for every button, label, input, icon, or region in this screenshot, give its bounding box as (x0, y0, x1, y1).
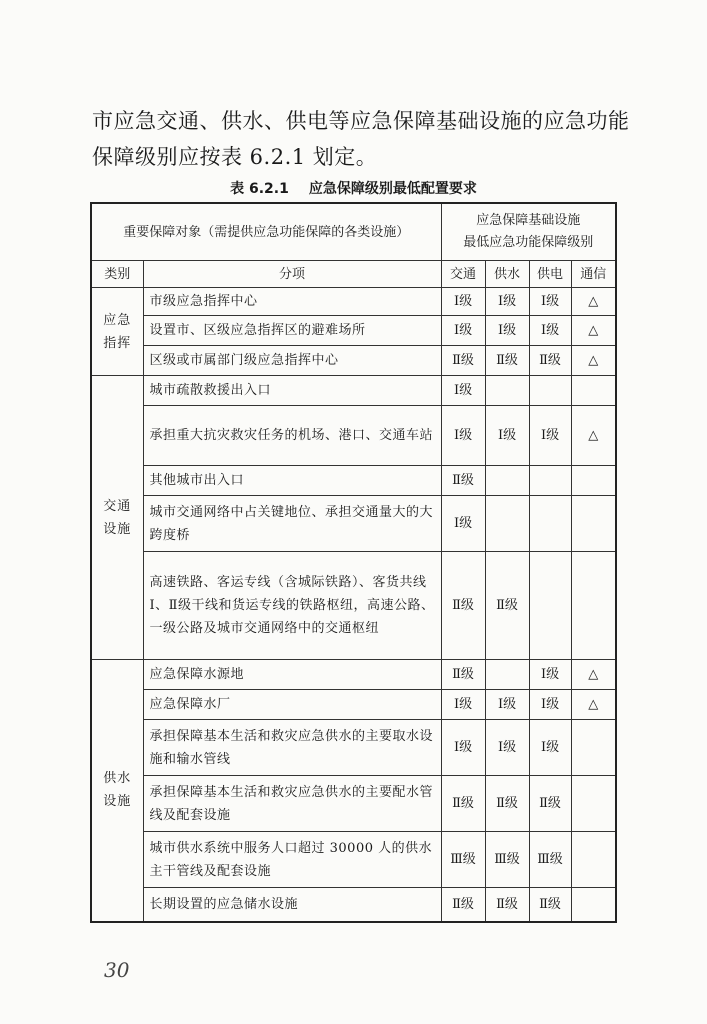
table-caption (0, 178, 707, 198)
power-level-cell (529, 376, 571, 406)
water-level-cell (485, 376, 529, 406)
item-cell: 市级应急指挥中心 (143, 288, 441, 316)
table-row (91, 832, 616, 888)
telecom-level-cell (571, 776, 616, 832)
item-cell: 高速铁路、客运专线（含城际铁路）、客货共线Ⅰ、Ⅱ级干线和货运专线的铁路枢纽，高速公路、一级公路及城市交通网络中的交通枢纽 (143, 552, 441, 660)
item-cell: 承担重大抗灾救灾任务的机场、港口、交通车站 (143, 406, 441, 466)
table-row (91, 496, 616, 552)
water-level-cell: Ⅱ级 (485, 776, 529, 832)
table-row (91, 316, 616, 346)
power-level-cell: Ⅰ级 (529, 720, 571, 776)
water-level-cell (485, 466, 529, 496)
power-level-cell: Ⅰ级 (529, 660, 571, 690)
water-level-cell: Ⅰ级 (485, 690, 529, 720)
power-level-cell (529, 552, 571, 660)
col-header-traffic: 交通 (441, 261, 485, 288)
traffic-level-cell: Ⅱ级 (441, 888, 485, 922)
item-cell: 承担保障基本生活和救灾应急供水的主要配水管线及配套设施 (143, 776, 441, 832)
water-level-cell: Ⅱ级 (485, 346, 529, 376)
table-row (91, 690, 616, 720)
water-level-cell: Ⅲ级 (485, 832, 529, 888)
traffic-level-cell: Ⅱ级 (441, 552, 485, 660)
telecom-level-cell (571, 888, 616, 922)
telecom-level-cell: △ (571, 346, 616, 376)
col-header-power: 供电 (529, 261, 571, 288)
table-row (91, 660, 616, 690)
col-header-telecom: 通信 (571, 261, 616, 288)
table-row (91, 406, 616, 466)
power-level-cell: Ⅱ级 (529, 346, 571, 376)
table-row (91, 552, 616, 660)
item-cell: 其他城市出入口 (143, 466, 441, 496)
power-level-cell: Ⅱ级 (529, 888, 571, 922)
power-level-cell: Ⅰ级 (529, 288, 571, 316)
water-level-cell: Ⅰ级 (485, 406, 529, 466)
item-cell: 应急保障水厂 (143, 690, 441, 720)
traffic-level-cell: Ⅰ级 (441, 496, 485, 552)
water-level-cell: Ⅰ级 (485, 316, 529, 346)
telecom-level-cell (571, 552, 616, 660)
traffic-level-cell: Ⅰ级 (441, 720, 485, 776)
col-header-water: 供水 (485, 261, 529, 288)
traffic-level-cell: Ⅱ级 (441, 466, 485, 496)
table-row (91, 288, 616, 316)
water-level-cell: Ⅰ级 (485, 288, 529, 316)
col-header-item: 分项 (143, 261, 441, 288)
power-level-cell: Ⅲ级 (529, 832, 571, 888)
intro-paragraph: 市应急交通、供水、供电等应急保障基础设施的应急功能保障级别应按表 6.2.1 划定。 (92, 109, 630, 169)
traffic-level-cell: Ⅱ级 (441, 660, 485, 690)
item-cell: 城市供水系统中服务人口超过 30000 人的供水主干管线及配套设施 (143, 832, 441, 888)
power-level-cell: Ⅱ级 (529, 776, 571, 832)
item-cell: 长期设置的应急储水设施 (143, 888, 441, 922)
telecom-level-cell (571, 496, 616, 552)
telecom-level-cell: △ (571, 288, 616, 316)
table-row (91, 346, 616, 376)
power-level-cell: Ⅰ级 (529, 690, 571, 720)
traffic-level-cell: Ⅰ级 (441, 690, 485, 720)
requirements-table (90, 202, 617, 923)
table-header-row-columns (91, 261, 616, 288)
header-protected-objects: 重要保障对象（需提供应急功能保障的各类设施） (91, 203, 441, 261)
table-row (91, 720, 616, 776)
power-level-cell (529, 466, 571, 496)
traffic-level-cell: Ⅰ级 (441, 288, 485, 316)
item-cell: 应急保障水源地 (143, 660, 441, 690)
item-cell: 承担保障基本生活和救灾应急供水的主要取水设施和输水管线 (143, 720, 441, 776)
page-number: 30 (104, 958, 130, 982)
telecom-level-cell (571, 720, 616, 776)
category-cell: 应急 指挥 (91, 288, 143, 376)
table-row (91, 466, 616, 496)
traffic-level-cell: Ⅰ级 (441, 406, 485, 466)
item-cell: 城市交通网络中占关键地位、承担交通量大的大跨度桥 (143, 496, 441, 552)
water-level-cell: Ⅱ级 (485, 552, 529, 660)
table-header-row-top (91, 203, 616, 261)
telecom-level-cell: △ (571, 406, 616, 466)
power-level-cell: Ⅰ级 (529, 406, 571, 466)
table-number: 表 6.2.1 (230, 181, 289, 197)
water-level-cell: Ⅱ级 (485, 888, 529, 922)
traffic-level-cell: Ⅱ级 (441, 776, 485, 832)
telecom-level-cell: △ (571, 316, 616, 346)
telecom-level-cell: △ (571, 660, 616, 690)
header-min-level-line2: 最低应急功能保障级别 (463, 235, 594, 250)
table-title: 应急保障级别最低配置要求 (308, 181, 477, 197)
water-level-cell: Ⅰ级 (485, 720, 529, 776)
telecom-level-cell (571, 832, 616, 888)
category-cell: 交通 设施 (91, 376, 143, 660)
table-row (91, 776, 616, 832)
telecom-level-cell: △ (571, 690, 616, 720)
telecom-level-cell (571, 466, 616, 496)
item-cell: 城市疏散救援出入口 (143, 376, 441, 406)
item-cell: 区级或市属部门级应急指挥中心 (143, 346, 441, 376)
traffic-level-cell: Ⅰ级 (441, 316, 485, 346)
traffic-level-cell: Ⅲ级 (441, 832, 485, 888)
traffic-level-cell: Ⅰ级 (441, 376, 485, 406)
water-level-cell (485, 660, 529, 690)
table-row (91, 888, 616, 922)
power-level-cell (529, 496, 571, 552)
category-cell: 供水 设施 (91, 660, 143, 922)
header-min-level-line1: 应急保障基础设施 (476, 213, 581, 228)
item-cell: 设置市、区级应急指挥区的避难场所 (143, 316, 441, 346)
table-body (91, 288, 616, 922)
table-row (91, 376, 616, 406)
telecom-level-cell (571, 376, 616, 406)
power-level-cell: Ⅰ级 (529, 316, 571, 346)
traffic-level-cell: Ⅱ级 (441, 346, 485, 376)
water-level-cell (485, 496, 529, 552)
col-header-category: 类别 (91, 261, 143, 288)
header-min-level (441, 203, 616, 261)
